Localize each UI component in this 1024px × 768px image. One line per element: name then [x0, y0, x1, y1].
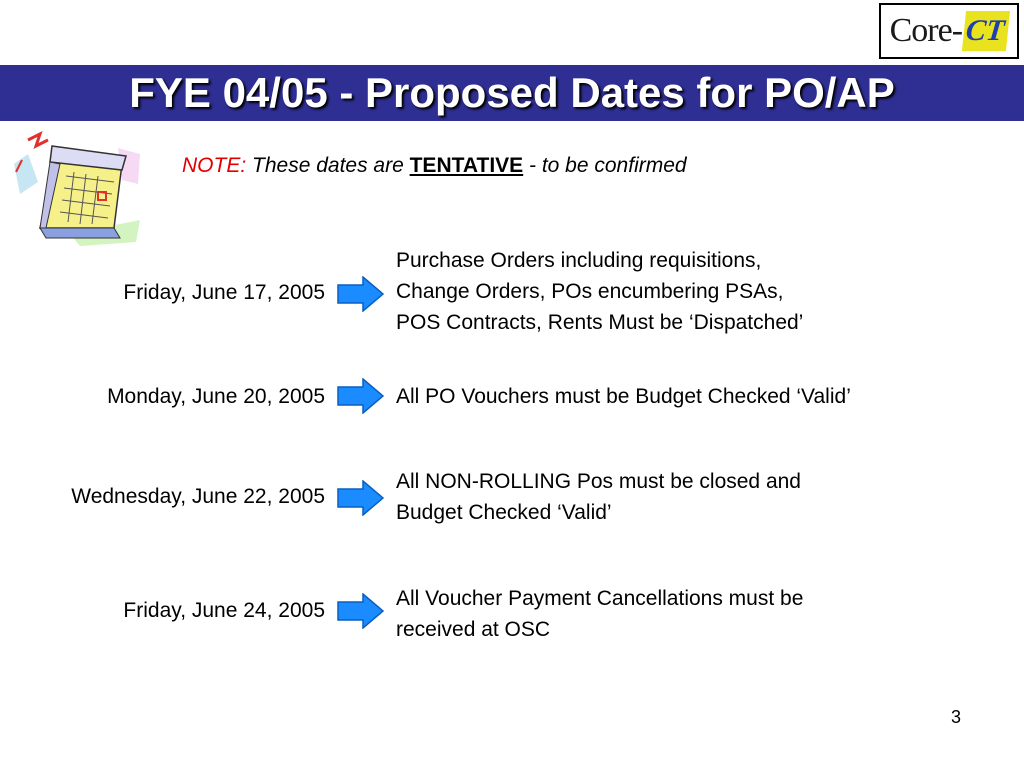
core-ct-logo — [879, 3, 1019, 59]
right-arrow-icon — [336, 480, 384, 516]
page-number: 3 — [951, 707, 962, 727]
row-description — [396, 245, 803, 338]
row-description — [396, 381, 851, 412]
description-line: Change Orders, POs encumbering PSAs, — [396, 280, 784, 303]
description-line: received at OSC — [396, 618, 551, 641]
row-description — [396, 466, 801, 528]
logo-core-text: Core — [889, 12, 952, 49]
note-text-after: - to be confirmed — [523, 154, 687, 177]
description-line: Budget Checked ‘Valid’ — [396, 501, 612, 524]
note-emphasis: TENTATIVE — [409, 154, 524, 177]
calendar-clipart-icon — [10, 124, 142, 248]
right-arrow-icon — [336, 593, 384, 629]
row-description — [396, 583, 803, 645]
description-line: All Voucher Payment Cancellations must be — [396, 587, 804, 610]
right-arrow-icon — [336, 276, 384, 312]
note-text-before: These dates are — [246, 154, 410, 177]
tentative-note — [182, 154, 687, 178]
note-label: NOTE: — [182, 154, 247, 177]
row-date: Wednesday, June 22, 2005 — [71, 485, 325, 508]
description-line: All PO Vouchers must be Budget Checked ‘Valid’ — [396, 385, 851, 408]
row-date: Friday, June 17, 2005 — [123, 281, 325, 304]
logo-dash: - — [951, 12, 964, 49]
description-line: POS Contracts, Rents Must be ‘Dispatched’ — [396, 311, 804, 334]
logo-ct-text: CT — [962, 11, 1011, 51]
title-bar — [0, 65, 1024, 121]
description-line: Purchase Orders including requisitions, — [396, 249, 762, 272]
row-date: Friday, June 24, 2005 — [123, 599, 325, 622]
slide-title: FYE 04/05 - Proposed Dates for PO/AP — [129, 69, 895, 116]
right-arrow-icon — [336, 378, 384, 414]
row-date: Monday, June 20, 2005 — [107, 385, 325, 408]
description-line: All NON-ROLLING Pos must be closed and — [396, 470, 801, 493]
